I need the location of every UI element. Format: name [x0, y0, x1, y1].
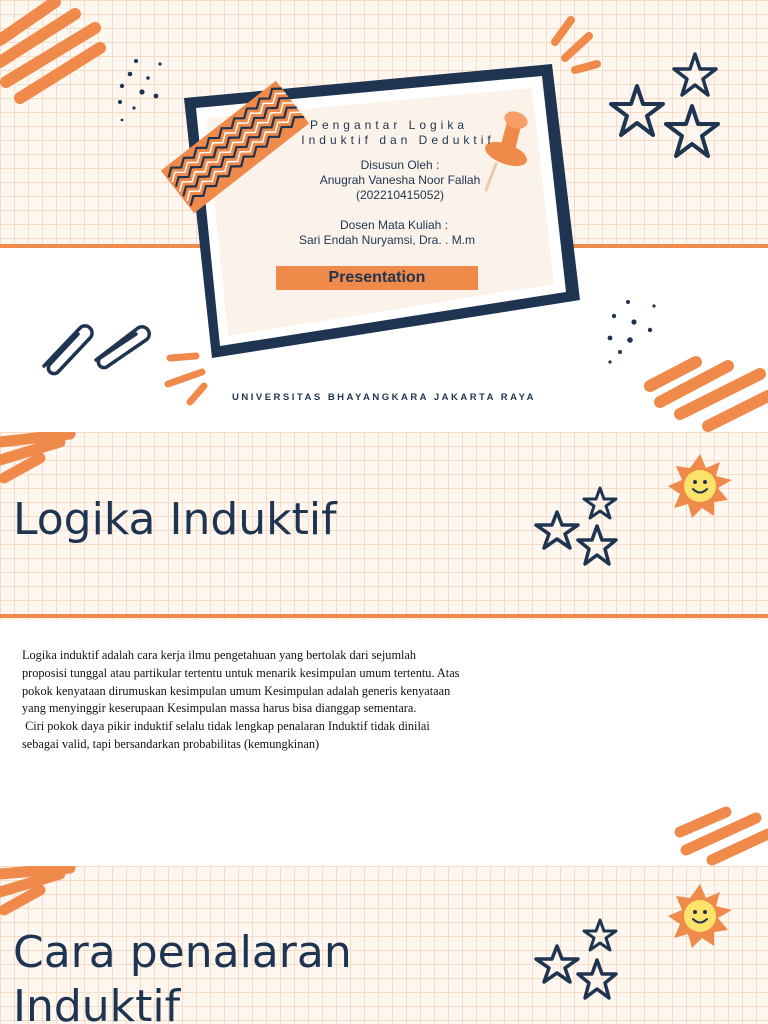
- slide-title-line1: Cara penalaran: [13, 927, 352, 978]
- paperclip-icon: [90, 320, 152, 368]
- lecturer-name: Sari Endah Nuryamsi, Dra. . M.m: [298, 233, 476, 247]
- paragraph-definition: Logika induktif adalah cara kerja ilmu pengetahuan yang bertolak dari sejumlah proposisi tunggal atau partikular tertentu untuk menarik kesimpulan umum tertentu. Atas pokok kenyataan dirumuskan kesimpulan umum Kesimpulan adalah generis kenyataan yang menyinggir keserupaan Kesimpulan massa harus bisa dianggap sementara.: [22, 648, 460, 716]
- paperclip-icon: [36, 318, 94, 374]
- star-icon: [582, 486, 618, 520]
- star-icon: [582, 918, 618, 952]
- sun-icon: [668, 884, 732, 948]
- star-icon: [672, 52, 718, 98]
- presentation-title-line1: Pengantar Logika: [309, 118, 469, 132]
- star-icon: [576, 958, 618, 1002]
- orange-divider: [0, 614, 768, 618]
- star-icon: [534, 944, 580, 984]
- star-icon: [576, 524, 618, 568]
- slide-title: Logika Induktif: [13, 494, 337, 545]
- sun-icon: [668, 454, 732, 518]
- card-text: [230, 118, 530, 248]
- slide-cara-penalaran: [0, 866, 768, 1024]
- author-label: Disusun Oleh :: [360, 158, 440, 172]
- author-name: Anugrah Vanesha Noor Fallah: [319, 173, 481, 187]
- presentation-badge: Presentation: [276, 266, 478, 290]
- slide-title-line2: Induktif: [13, 981, 181, 1024]
- body-text: [22, 647, 462, 754]
- lecturer-label: Dosen Mata Kuliah :: [339, 218, 449, 232]
- star-icon: [664, 104, 720, 160]
- paragraph-characteristics: Ciri pokok daya pikir induktif selalu tidak lengkap penalaran Induktif tidak dinilai sebagai valid, tapi bersandarkan probabilitas (kemungkinan): [22, 719, 433, 751]
- slide-logika-induktif: [0, 432, 768, 620]
- brush-stroke-top-left: [0, 432, 90, 492]
- university-name: UNIVERSITAS BHAYANGKARA JAKARTA RAYA: [232, 392, 536, 403]
- presentation-title-line2: Induktif dan Deduktif: [301, 133, 495, 147]
- slide-title: [0, 0, 768, 432]
- brush-stroke-top-left: [0, 0, 110, 110]
- brush-stroke-top-left: [0, 866, 90, 926]
- author-id: (202210415052): [355, 188, 445, 202]
- star-icon: [608, 84, 666, 138]
- brush-stroke-right: [672, 806, 768, 866]
- star-icon: [534, 510, 580, 550]
